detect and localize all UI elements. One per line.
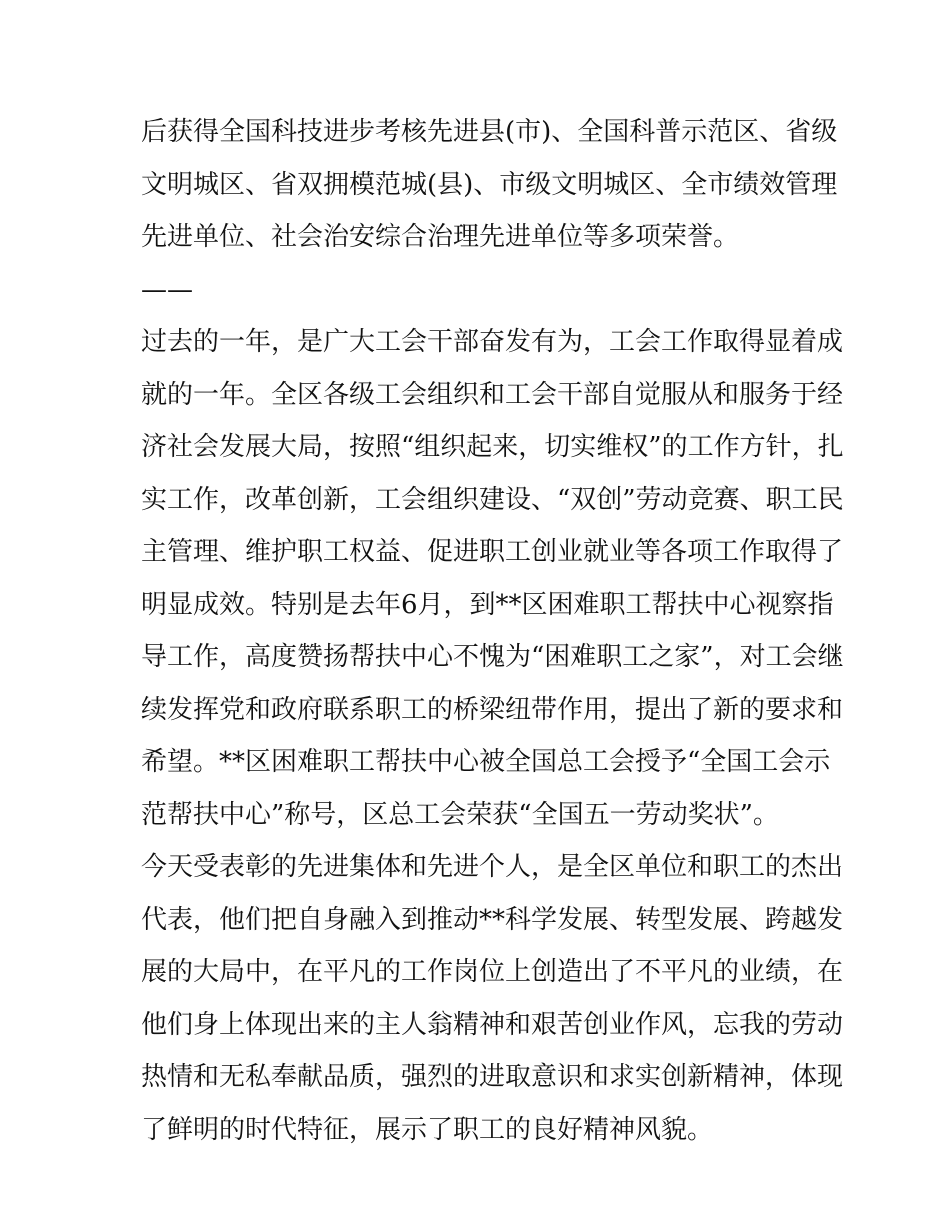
paragraph-1 [141,106,838,264]
text-line: 代表，他们把自身融入到推动**科学发展、转型发展、跨越发 [141,904,844,935]
text-line: 范帮扶中心”称号，区总工会荣获“全国五一劳动奖状”。 [141,799,779,830]
text-line: 今天受表彰的先进集体和先进个人，是全区单位和职工的杰出 [141,852,844,882]
text-line: 就的一年。全区各级工会组织和工会干部自觉服从和服务于经 [141,379,844,410]
text-line: 导工作，高度赞扬帮扶中心不愧为“困难职工之家”，对工会继 [141,642,844,672]
text-line: 后获得全国科技进步考核先进县(市)、全国科普示范区、省级 [141,117,838,147]
text-line: 过去的一年，是广大工会干部奋发有为，工会工作取得显着成 [141,327,844,357]
text-line: 明显成效。特别是去年6月，到**区困难职工帮扶中心视察指 [141,589,834,620]
text-line: 先进单位、社会治安综合治理先进单位等多项荣誉。 [141,222,740,252]
text-line: 希望。**区困难职工帮扶中心被全国总工会授予“全国工会示 [141,747,831,777]
text-line: 他们身上体现出来的主人翁精神和艰苦创业作风，忘我的劳动 [141,1009,844,1040]
text-line: 济社会发展大局，按照“组织起来，切实维权”的工作方针，扎 [141,432,844,462]
text-line: 实工作，改革创新，工会组织建设、“双创”劳动竞赛、职工民 [141,484,844,515]
text-line: 文明城区、省双拥模范城(县)、市级文明城区、全市绩效管理 [141,169,838,200]
text-line: 了鲜明的时代特征，展示了职工的良好精神风貌。 [141,1114,714,1145]
separator-dash: —— [141,274,193,305]
text-line: 主管理、维护职工权益、促进职工创业就业等各项工作取得了 [141,537,844,567]
paragraph-3 [141,841,844,1156]
paragraph-2 [141,316,844,841]
text-line: 展的大局中，在平凡的工作岗位上创造出了不平凡的业绩，在 [141,957,844,987]
text-line: 续发挥党和政府联系职工的桥梁纽带作用，提出了新的要求和 [141,694,844,725]
text-line: 热情和无私奉献品质，强烈的进取意识和求实创新精神，体现 [141,1062,844,1092]
document-body [141,106,844,1156]
